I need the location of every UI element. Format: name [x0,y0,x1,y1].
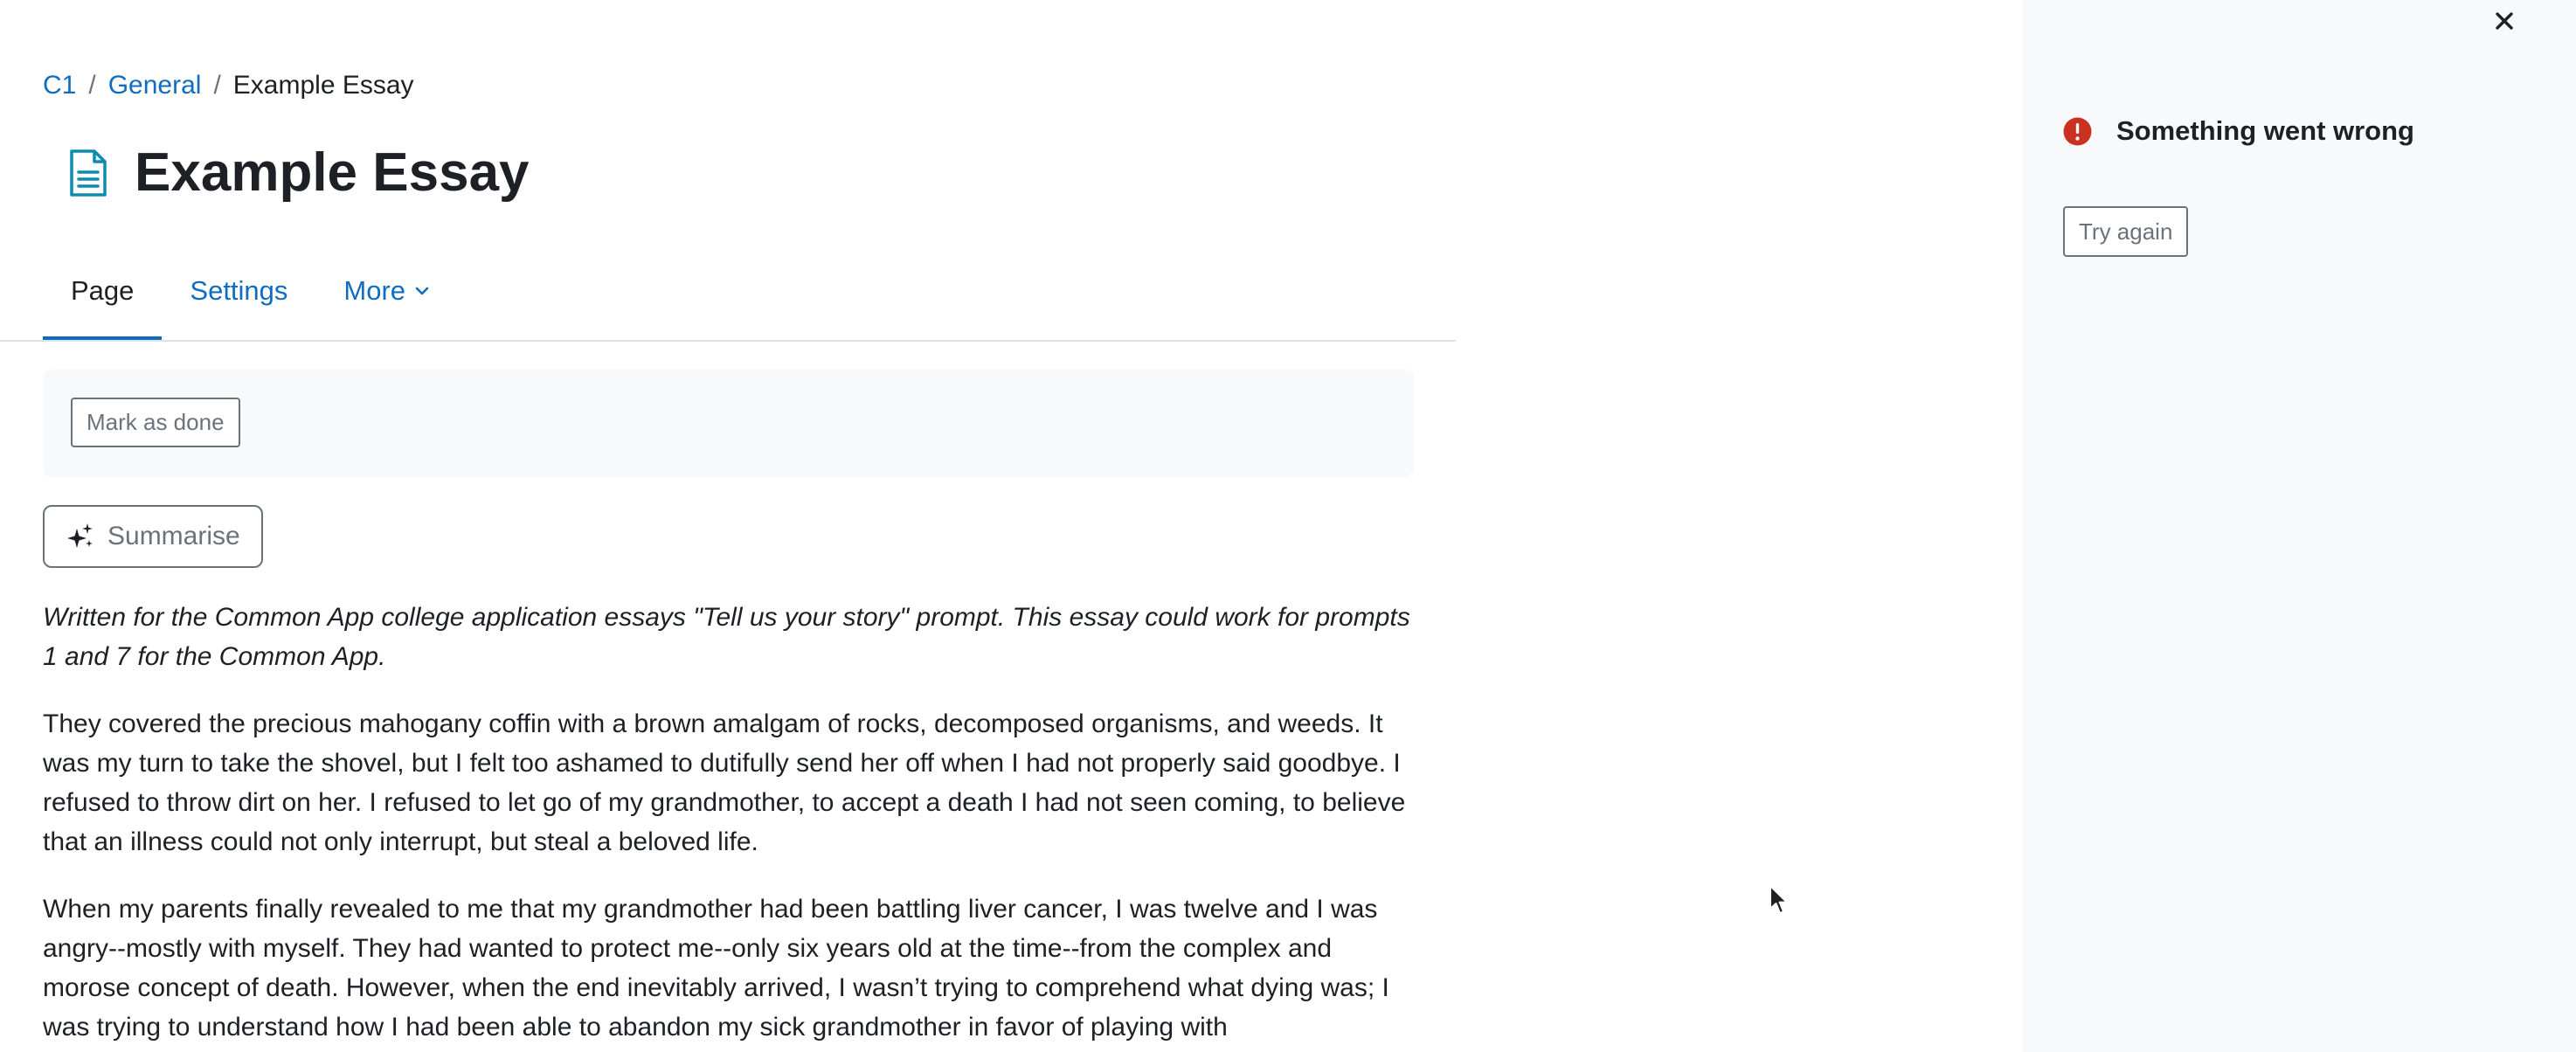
page-title: Example Essay [135,142,530,203]
mouse-cursor-icon [1769,884,1790,916]
intro-paragraph: Written for the Common App college application essays "Tell us your story" prompt. This essay could work for prompts 1 and 7 for the Common App. [43,603,1410,671]
breadcrumb-separator: / [88,71,96,100]
close-icon [2494,10,2515,31]
summarise-button[interactable] [43,505,263,568]
try-again-button[interactable]: Try again [2063,206,2188,257]
tab-label: Settings [190,275,288,306]
tab-page[interactable] [43,253,162,341]
sparkle-icon [66,522,95,551]
breadcrumb [43,68,414,103]
close-drawer-button[interactable] [2487,3,2522,38]
error-icon [2063,117,2092,146]
tab-label: Page [71,275,135,306]
content-paragraph: When my parents finally revealed to me that my grandmother had been battling liver cancer, I was twelve and I was angry--mostly with myself. They had wanted to protect me--only six years old at the time--from the complex and morose concept of death. However, when the end inevitably arrived, I wasn’t trying to comprehend what dying was; I was trying to understand how I had been able to abandon my sick grandmother in favor of playing with [43,895,1389,1042]
tab-label: More [343,275,406,306]
tab-settings[interactable] [162,253,315,341]
error-notice [2063,114,2414,149]
document-icon [68,149,108,197]
content-paragraph: They covered the precious mahogany coffin with a brown amalgam of rocks, decomposed organisms, and weeds. It was my turn to take the shovel, but I felt too ashamed to dutifully send her off when I had not properly said goodbye. I refused to throw dirt on her. I refused to let go of my grandmother, to accept a death I had not seen coming, to believe that an illness could not only interrupt, but steal a beloved life. [43,709,1406,856]
breadcrumb-link-c1[interactable]: C1 [43,71,77,100]
activity-completion-panel [43,370,1414,477]
mark-as-done-button[interactable]: Mark as done [71,398,240,447]
tabs-divider [0,340,1456,342]
breadcrumb-link-general[interactable]: General [107,71,202,100]
secondary-navigation [43,253,458,341]
breadcrumb-separator: / [213,71,221,100]
error-message: Something went wrong [2116,115,2414,146]
chevron-down-icon [414,286,430,296]
page-content [43,598,1423,1052]
summarise-label: Summarise [107,522,240,550]
page-header [68,138,530,208]
right-drawer [2023,0,2576,1052]
breadcrumb-current: Example Essay [232,71,414,100]
tab-more[interactable] [315,253,458,341]
